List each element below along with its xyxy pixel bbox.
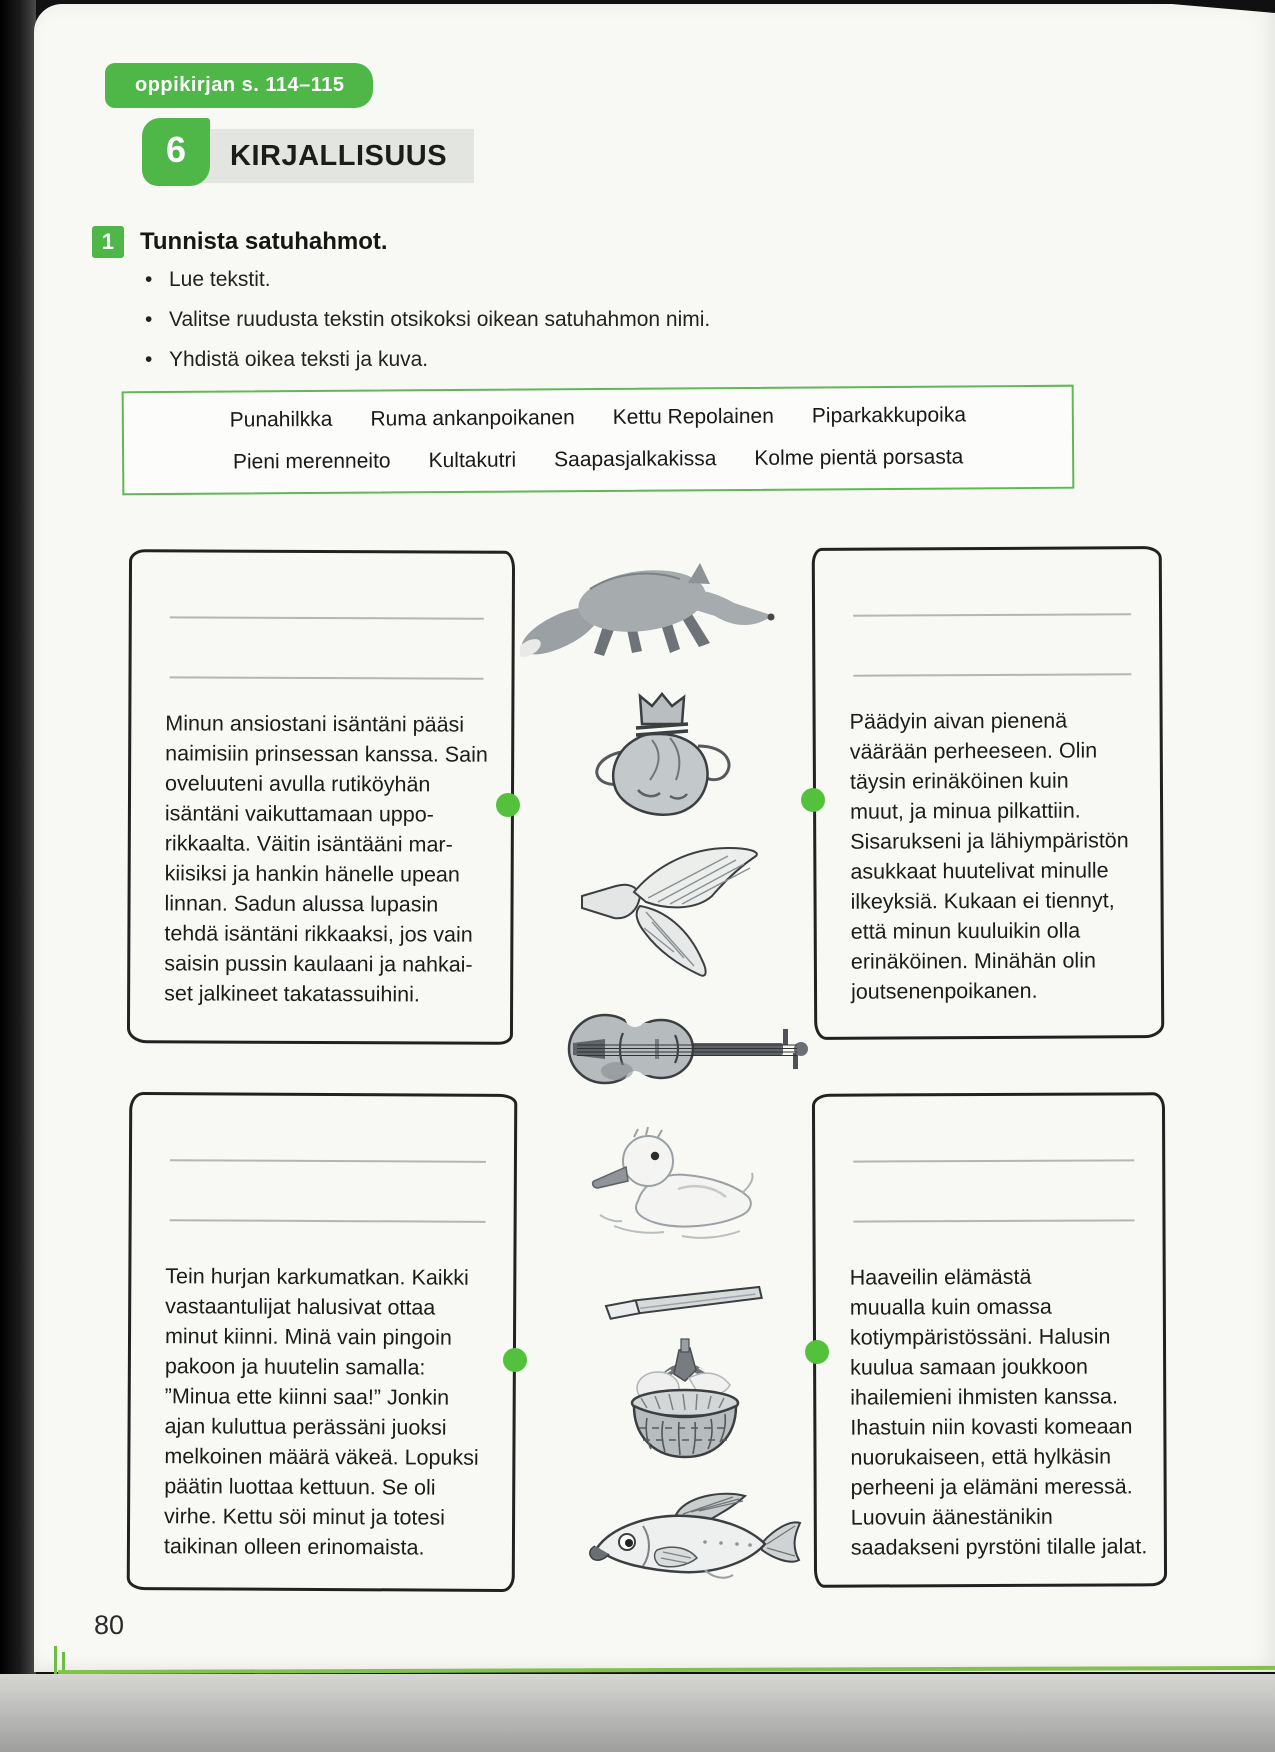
exercise-title: Tunnista satuhahmot.	[140, 228, 388, 255]
duckling-illustration	[586, 1123, 771, 1248]
chapter-number-badge: 6	[142, 118, 210, 186]
connector-dot	[801, 788, 825, 812]
answer-line	[853, 673, 1131, 676]
page-number: 80	[94, 1610, 125, 1640]
bullet-icon: •	[145, 308, 153, 331]
name-option: Kolme pientä porsasta	[754, 445, 964, 470]
name-option: Saapasjalkakissa	[554, 447, 717, 472]
fox-illustration	[520, 553, 795, 663]
mermaid-tail-illustration	[578, 840, 763, 980]
exercise-number-badge: 1	[92, 226, 124, 258]
answer-line	[853, 1219, 1134, 1222]
page-reference-tab	[105, 63, 373, 108]
story-text: Minun ansiostani isäntäni pääsi naimisiin prinsessan kanssa. Sain oveluuteni avulla rutiköyhän isäntäni vaikuttamaan uppo- rikkaalta. Väitin isäntääni mar- kiisiksi ja hankin hänelle upean linnan. Sadun alussa lupasin tehdä isäntäni rikkaaksi, jos vain saisin pussin kaulaani ja nahkai- set jalkineet takatassuihini.	[164, 711, 488, 1007]
bullet-icon: •	[145, 268, 153, 291]
name-option: Piparkakkupoika	[811, 403, 967, 428]
instruction-text: Yhdistä oikea teksti ja kuva.	[169, 348, 429, 371]
answer-line	[853, 1159, 1134, 1162]
name-option: Ruma ankanpoikanen	[370, 406, 575, 431]
scan-artifact-tick	[54, 1646, 57, 1674]
name-bank-row	[124, 403, 1072, 434]
exercise-instructions	[145, 266, 1005, 386]
name-option: Kettu Repolainen	[612, 404, 774, 429]
name-option: Pieni merenneito	[232, 449, 391, 474]
bullet-icon: •	[145, 348, 153, 371]
picnic-basket-illustration	[627, 1336, 743, 1462]
instruction-text: Lue tekstit.	[169, 268, 271, 291]
answer-line	[170, 676, 484, 679]
fish-illustration	[583, 1486, 803, 1592]
answer-line	[170, 616, 484, 619]
name-option: Kultakutri	[428, 448, 517, 473]
instruction-text: Valitse ruudusta tekstin otsikoksi oikean satuhahmon nimi.	[169, 308, 711, 331]
page-reference-label: oppikirjan s. 114–115	[135, 74, 345, 96]
story-text: Päädyin aivan pienenä väärään perheeseen. Olin täysin erinäköinen kuin muut, ja minua pilkattiin. Sisarukseni ja lähiympäristön asukkaat huutelivat minulle ilkeyksiä. Kukaan ei tiennyt, että minun kuuluikin olla erinäköinen. Minähän olin joutsenenpoikanen.	[849, 708, 1129, 1004]
money-pouch-illustration	[580, 688, 740, 826]
name-bank-row	[124, 445, 1072, 476]
connector-dot	[805, 1340, 829, 1364]
story-text: Haaveilin elämästä muualla kuin omassa kotiympäristössäni. Halusin kuulua samaan joukkoon ihailemieni ihmisten kanssa. Ihastuin niin kovasti komeaan nuorukaiseen, että hylkäsin perheeni ja elämäni meressä. Luovuin äänestänikin saadakseni pyrstöni tilalle jalat.	[849, 1264, 1148, 1560]
scanner-background	[0, 1674, 1275, 1752]
scan-left-edge	[0, 0, 36, 1700]
instruction-item	[145, 266, 1005, 293]
name-option: Punahilkka	[229, 407, 333, 432]
instruction-item	[145, 346, 1005, 373]
story-box-bottom-left	[127, 1092, 518, 1592]
answer-line	[853, 613, 1131, 616]
story-box-top-right	[812, 546, 1165, 1040]
story-text: Tein hurjan karkumatkan. Kaikki vastaantulijat halusivat ottaa minut kiinni. Minä vain pingoin pakoon ja huutelin samalla: ”Minua ette kiinni saa!” Jonkin ajan kuluttua perässäni juoksi melkoinen määrä väkeä. Lopuksi päätin luottaa kettuun. Se oli virhe. Kettu söi minut ja totesi taikinan olleen erinomaista.	[163, 1264, 479, 1560]
character-name-bank	[122, 385, 1075, 496]
connector-dot	[503, 1348, 527, 1372]
chapter-title: KIRJALLISUUS	[230, 140, 448, 172]
story-box-top-left	[127, 549, 515, 1045]
answer-line	[170, 1219, 486, 1223]
instruction-item	[145, 306, 1005, 333]
answer-line	[170, 1159, 486, 1163]
story-box-bottom-right	[812, 1092, 1167, 1588]
connector-dot	[496, 793, 520, 817]
violin-illustration	[557, 1005, 809, 1093]
